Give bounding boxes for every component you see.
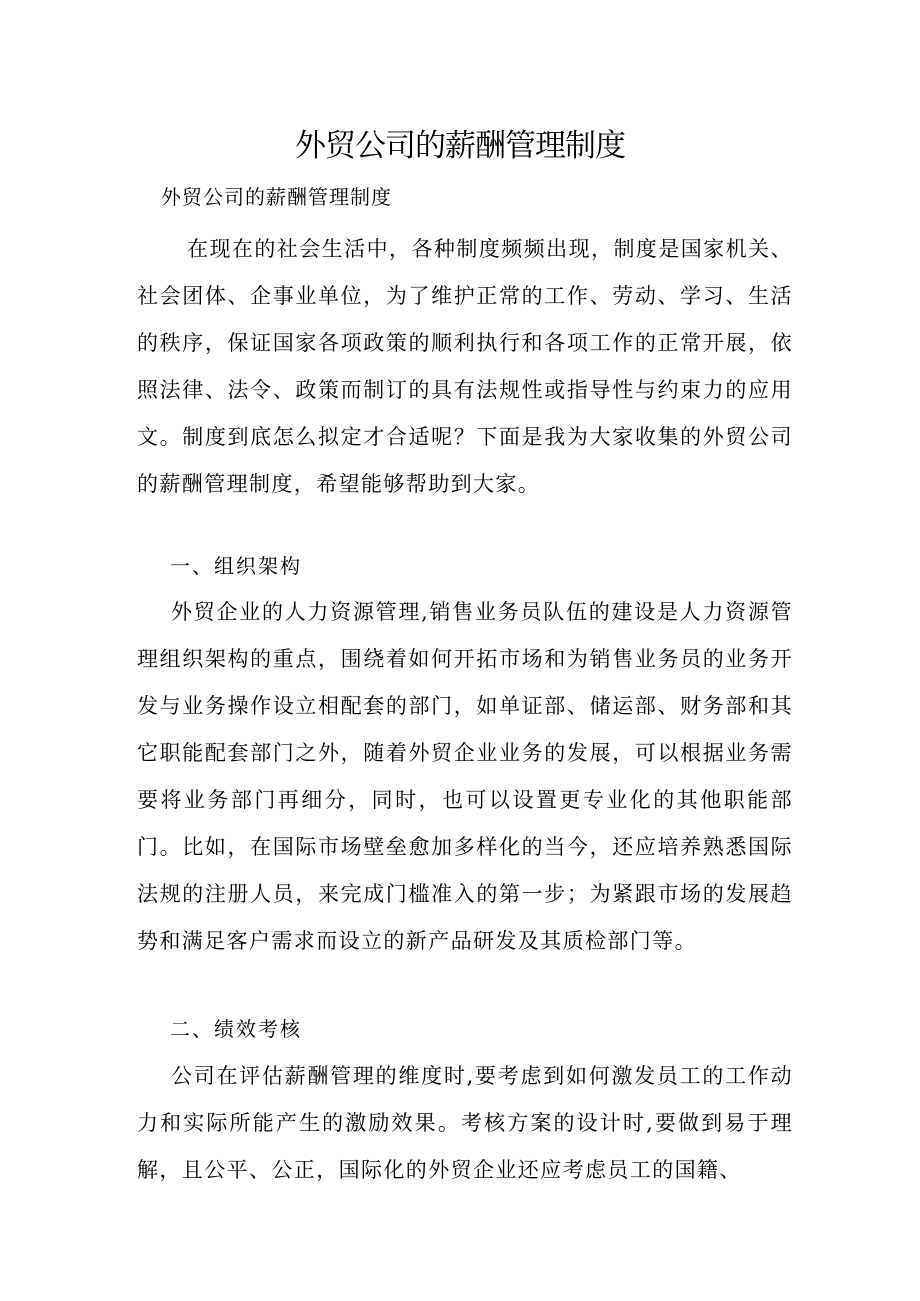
section-body-performance: 公司在评估薪酬管理的维度时,要考虑到如何激发员工的工作动力和实际所能产生的激励效果。考核方案的设计时,要做到易于理解，且公平、公正，国际化的外贸企业还应考虑员工的国籍、 [137, 1064, 793, 1182]
section-heading-organization: 一、组织架构 [170, 554, 302, 578]
section-heading-performance: 二、绩效考核 [170, 1017, 302, 1041]
intro-paragraph: 在现在的社会生活中，各种制度频频出现，制度是国家机关、社会团体、企事业单位，为了维护正常的工作、劳动、学习、生活的秩序，保证国家各项政策的顺利执行和各项工作的正常开展，依照法律、法令、政策而制订的具有法规性或指导性与约束力的应用文。制度到底怎么拟定才合适呢？下面是我为大家收集的外贸公司的薪酬管理制度，希望能够帮助到大家。 [137, 237, 793, 496]
section-body-organization: 外贸企业的人力资源管理,销售业务员队伍的建设是人力资源管理组织架构的重点，围绕着如何开拓市场和为销售业务员的业务开发与业务操作设立相配套的部门，如单证部、储运部、财务部和其它职能配套部门之外，随着外贸企业业务的发展，可以根据业务需要将业务部门再细分，同时，也可以设置更专业化的其他职能部门。比如，在国际市场壁垒愈加多样化的当今，还应培养熟悉国际法规的注册人员，来完成门槛准入的第一步；为紧跟市场的发展趋势和满足客户需求而设立的新产品研发及其质检部门等。 [137, 600, 793, 953]
document-title: 外贸公司的薪酬管理制度 [295, 128, 625, 164]
document-subtitle: 外贸公司的薪酬管理制度 [161, 185, 392, 209]
